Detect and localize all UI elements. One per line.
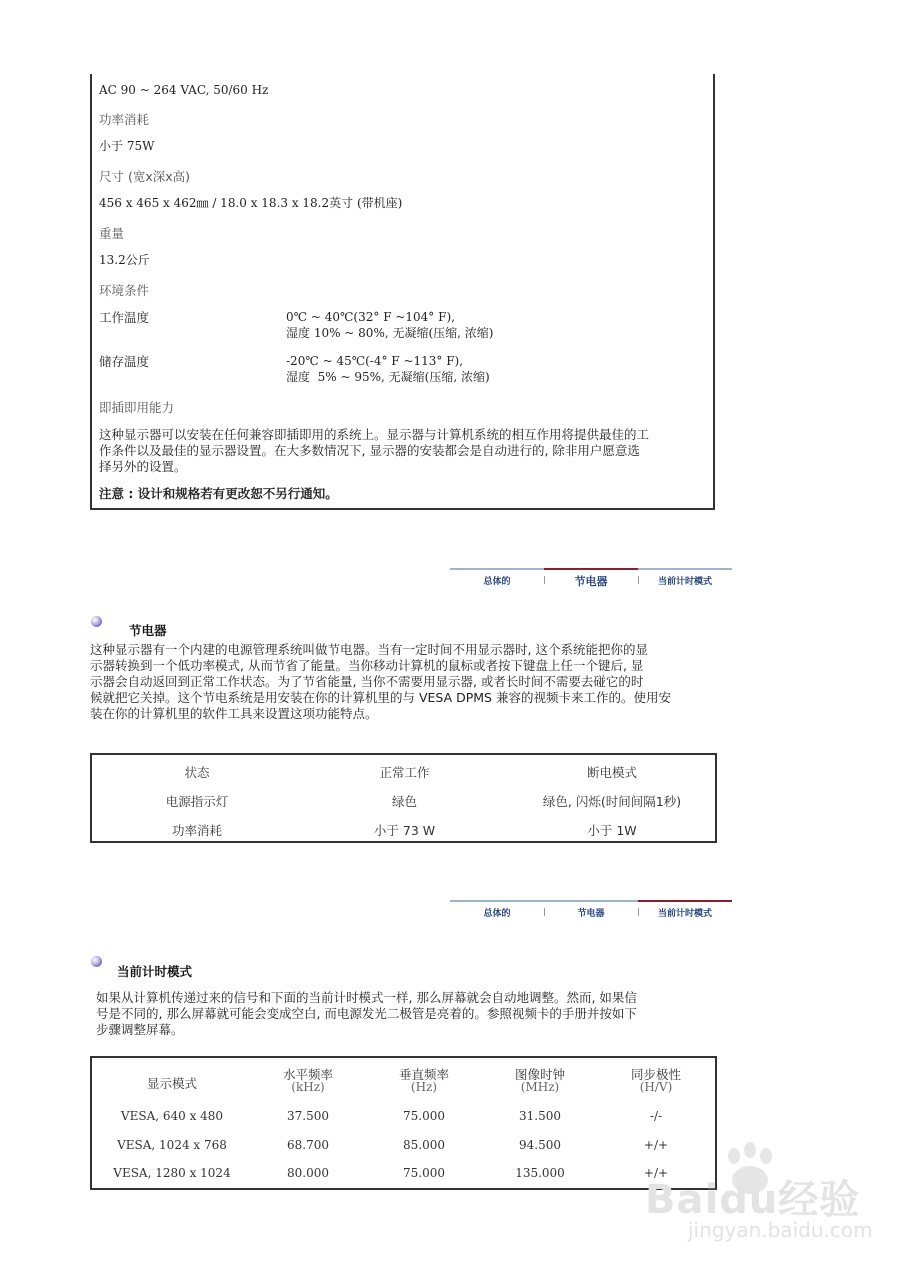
table-header-cell: 同步极性 bbox=[630, 1067, 681, 1082]
table-cell: 小于 1W bbox=[587, 823, 637, 838]
table-cell: 68.700 bbox=[287, 1138, 329, 1152]
bullet-icon bbox=[91, 616, 102, 627]
nav-link-general[interactable]: 总体的 bbox=[483, 577, 511, 587]
plug-play-line2: 作条件以及最佳的显示器设置。在大多数情况下, 显示器的安装都会是自动进行的, 除非用户愿意选 bbox=[99, 443, 640, 458]
table-cell: 功率消耗 bbox=[171, 823, 222, 838]
table-header-cell: 断电模式 bbox=[586, 765, 637, 780]
table-header-cell: 垂直频率 bbox=[398, 1067, 449, 1082]
nav-separator: | bbox=[637, 907, 640, 916]
nav-separator: | bbox=[543, 907, 546, 916]
table-cell: 75.000 bbox=[403, 1166, 445, 1180]
operating-temp-line1: 0℃ ~ 40℃(32° F ~104° F), bbox=[286, 310, 455, 324]
table-header-cell: 水平频率 bbox=[282, 1067, 333, 1082]
power-saver-line4: 候就把它关掉。这个节电系统是用安装在你的计算机里的与 VESA DPMS 兼容的视频卡来工作的。使用安 bbox=[90, 690, 671, 705]
table-cell: +/+ bbox=[643, 1166, 669, 1180]
operating-temp-line2: 湿度 10% ~ 80%, 无凝缩(压缩, 浓缩) bbox=[286, 326, 494, 340]
table-cell: 135.000 bbox=[515, 1166, 565, 1180]
environment-label: 环境条件 bbox=[99, 283, 150, 298]
power-consumption-value: 小于 75W bbox=[99, 139, 155, 153]
nav-bar-segment-active bbox=[638, 900, 732, 902]
dimensions-label: 尺寸 (宽x深x高) bbox=[99, 169, 191, 184]
table-cell: +/+ bbox=[643, 1138, 669, 1152]
table-cell: 绿色 bbox=[391, 794, 417, 809]
specifications-box bbox=[90, 74, 715, 510]
table-cell: 94.500 bbox=[519, 1138, 561, 1152]
power-saver-line3: 示器会自动返回到正常工作状态。为了节省能量, 当你不需要用显示器, 或者长时间不需要去碰它的时 bbox=[90, 674, 644, 689]
table-cell: 绿色, 闪烁(时间间隔1秒) bbox=[542, 794, 682, 809]
nav-separator: | bbox=[637, 575, 640, 584]
storage-temp-line2: 湿度 5% ~ 95%, 无凝缩(压缩, 浓缩) bbox=[286, 370, 490, 384]
table-cell: 75.000 bbox=[403, 1109, 445, 1123]
power-saver-title: 节电器 bbox=[129, 623, 167, 638]
plug-play-line3: 择另外的设置。 bbox=[99, 459, 187, 474]
nav-bar-segment bbox=[638, 568, 732, 570]
table-cell: VESA, 1024 x 768 bbox=[117, 1138, 227, 1152]
table-cell: 31.500 bbox=[519, 1109, 561, 1123]
nav-bar-segment bbox=[450, 900, 544, 902]
nav-bar-segment-active bbox=[544, 568, 638, 570]
power-saver-line2: 示器转换到一个低功率模式, 从而节省了能量。当你移动计算机的鼠标或者按下键盘上任一个键后, 显 bbox=[90, 658, 644, 673]
timing-line3: 步骤调整屏幕。 bbox=[96, 1022, 184, 1037]
section-nav-1 bbox=[450, 568, 732, 590]
table-cell: -/- bbox=[649, 1109, 663, 1123]
watermark-brand: Baidu经验 bbox=[645, 1177, 861, 1223]
storage-temp-label: 储存温度 bbox=[99, 354, 150, 369]
nav-separator: | bbox=[543, 575, 546, 584]
table-header-unit: (H/V) bbox=[639, 1080, 673, 1094]
table-cell: 小于 73 W bbox=[373, 823, 436, 838]
nav-bar-segment bbox=[544, 900, 638, 902]
table-cell: 37.500 bbox=[287, 1109, 329, 1123]
nav-link-power-saver[interactable]: 节电器 bbox=[574, 575, 608, 588]
watermark-url: jingyan.baidu.com bbox=[688, 1218, 873, 1242]
table-cell: 85.000 bbox=[403, 1138, 445, 1152]
nav-bar-segment bbox=[450, 568, 544, 570]
section-nav-2 bbox=[450, 900, 732, 922]
power-saver-line1: 这种显示器有一个内建的电源管理系统叫做节电器。当有一定时间不用显示器时, 这个系统能把你的显 bbox=[90, 642, 648, 657]
timing-modes-title: 当前计时模式 bbox=[117, 964, 193, 979]
spec-change-note: 注意 : 设计和规格若有更改恕不另行通知。 bbox=[99, 486, 338, 501]
power-saver-table bbox=[90, 753, 717, 843]
weight-label: 重量 bbox=[99, 226, 125, 241]
plug-play-line1: 这种显示器可以安装在任何兼容即插即用的系统上。显示器与计算机系统的相互作用将提供最佳的工 bbox=[99, 427, 650, 442]
table-cell: 电源指示灯 bbox=[165, 794, 229, 809]
nav-link-power-saver[interactable]: 节电器 bbox=[577, 909, 605, 919]
nav-link-timing-modes[interactable]: 当前计时模式 bbox=[657, 577, 712, 587]
nav-link-timing-modes[interactable]: 当前计时模式 bbox=[657, 909, 712, 919]
table-header-unit: (Hz) bbox=[410, 1080, 438, 1094]
table-header-cell: 正常工作 bbox=[379, 765, 430, 780]
plug-play-label: 即插即用能力 bbox=[99, 400, 175, 415]
table-header-unit: (kHz) bbox=[291, 1080, 325, 1094]
dimensions-value: 456 x 465 x 462㎜ / 18.0 x 18.3 x 18.2英寸 (带机座) bbox=[99, 196, 403, 210]
table-cell: VESA, 1280 x 1024 bbox=[113, 1166, 231, 1180]
table-cell: VESA, 640 x 480 bbox=[120, 1109, 224, 1123]
timing-modes-table bbox=[90, 1056, 717, 1190]
table-header-cell: 显示模式 bbox=[146, 1076, 197, 1091]
power-consumption-label: 功率消耗 bbox=[99, 112, 150, 127]
table-cell: 80.000 bbox=[287, 1166, 329, 1180]
bullet-icon bbox=[91, 956, 102, 967]
table-header-cell: 图像时钟 bbox=[514, 1067, 565, 1082]
weight-value: 13.2公斤 bbox=[99, 253, 150, 267]
power-saver-line5: 装在你的计算机里的软件工具来设置这项功能特点。 bbox=[90, 706, 378, 721]
nav-link-general[interactable]: 总体的 bbox=[483, 909, 511, 919]
storage-temp-line1: -20℃ ~ 45℃(-4° F ~113° F), bbox=[286, 354, 464, 368]
timing-line1: 如果从计算机传递过来的信号和下面的当前计时模式一样, 那么屏幕就会自动地调整。然而, 如果信 bbox=[96, 990, 637, 1005]
operating-temp-label: 工作温度 bbox=[99, 310, 150, 325]
power-input-value: AC 90 ~ 264 VAC, 50/60 Hz bbox=[99, 83, 269, 97]
table-header-cell: 状态 bbox=[184, 765, 210, 780]
timing-line2: 号是不同的, 那么屏幕就可能会变成空白, 而电源发光二极管是亮着的。参照视频卡的手册并按如下 bbox=[96, 1006, 637, 1021]
table-header-unit: (MHz) bbox=[520, 1080, 560, 1094]
